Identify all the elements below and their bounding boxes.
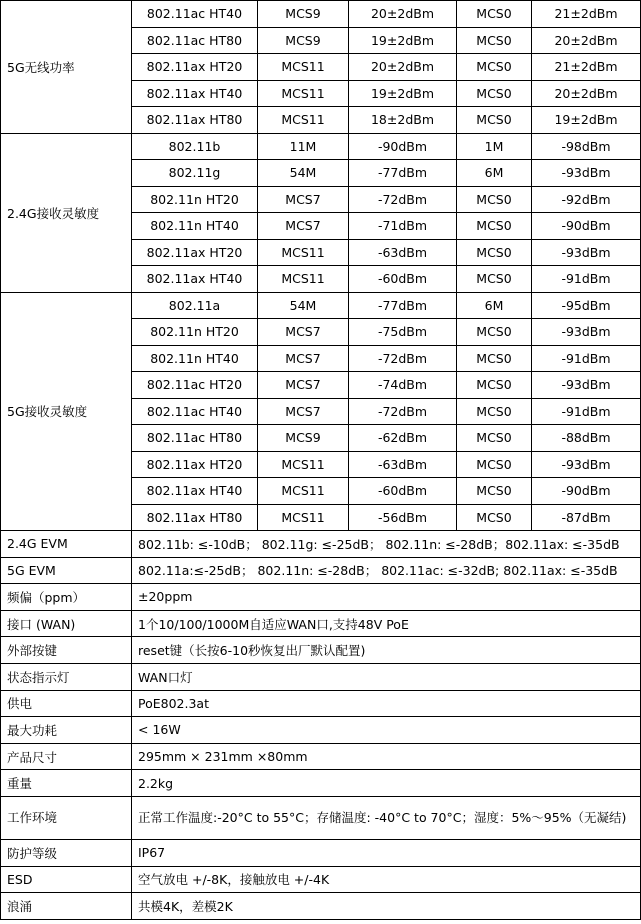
rate-cell: MCS0 xyxy=(457,372,532,399)
spec-row xyxy=(1,531,641,558)
table-row xyxy=(1,133,641,160)
spec-row xyxy=(1,557,641,584)
rate-cell: MCS11 xyxy=(258,451,349,478)
rate-cell: MCS11 xyxy=(258,54,349,81)
spec-row xyxy=(1,610,641,637)
rate-cell: MCS0 xyxy=(457,54,532,81)
spec-label: 2.4G EVM xyxy=(1,531,132,558)
spec-value: 802.11a:≤-25dB； 802.11n: ≤-28dB； 802.11ac: ≤-32dB; 802.11ax: ≤-35dB xyxy=(132,557,641,584)
spec-label: 产品尺寸 xyxy=(1,743,132,770)
rate-cell: MCS7 xyxy=(258,345,349,372)
rate-cell: MCS0 xyxy=(457,266,532,293)
value-cell: -71dBm xyxy=(349,213,457,240)
rate-cell: MCS0 xyxy=(457,398,532,425)
rate-cell: MCS0 xyxy=(457,186,532,213)
spec-label: 外部按键 xyxy=(1,637,132,664)
spec-label: 接口 (WAN) xyxy=(1,610,132,637)
mode-cell: 802.11ac HT40 xyxy=(132,1,258,28)
rate-cell: MCS11 xyxy=(258,107,349,134)
value-cell: -92dBm xyxy=(532,186,641,213)
spec-value: 2.2kg xyxy=(132,770,641,797)
spec-label: 工作环境 xyxy=(1,796,132,839)
value-cell: 21±2dBm xyxy=(532,54,641,81)
spec-row xyxy=(1,637,641,664)
value-cell: 20±2dBm xyxy=(349,1,457,28)
value-cell: -60dBm xyxy=(349,266,457,293)
rate-cell: 11M xyxy=(258,133,349,160)
mode-cell: 802.11ax HT20 xyxy=(132,54,258,81)
mode-cell: 802.11n HT20 xyxy=(132,319,258,346)
rate-cell: MCS0 xyxy=(457,504,532,531)
rate-cell: MCS11 xyxy=(258,266,349,293)
spec-row xyxy=(1,743,641,770)
mode-cell: 802.11ac HT40 xyxy=(132,398,258,425)
spec-value: 共模4K，差模2K xyxy=(132,893,641,920)
rate-cell: MCS11 xyxy=(258,504,349,531)
value-cell: 20±2dBm xyxy=(532,27,641,54)
rate-cell: MCS0 xyxy=(457,425,532,452)
rate-cell: 1M xyxy=(457,133,532,160)
value-cell: -93dBm xyxy=(532,319,641,346)
mode-cell: 802.11ax HT80 xyxy=(132,107,258,134)
value-cell: -88dBm xyxy=(532,425,641,452)
group-label: 5G接收灵敏度 xyxy=(1,292,132,531)
value-cell: -93dBm xyxy=(532,372,641,399)
spec-label: 防护等级 xyxy=(1,839,132,866)
rate-cell: MCS7 xyxy=(258,213,349,240)
rate-cell: MCS11 xyxy=(258,239,349,266)
mode-cell: 802.11a xyxy=(132,292,258,319)
value-cell: -72dBm xyxy=(349,186,457,213)
value-cell: 21±2dBm xyxy=(532,1,641,28)
table-row xyxy=(1,1,641,28)
spec-label: 重量 xyxy=(1,770,132,797)
mode-cell: 802.11n HT40 xyxy=(132,213,258,240)
value-cell: 19±2dBm xyxy=(349,27,457,54)
value-cell: -95dBm xyxy=(532,292,641,319)
value-cell: -75dBm xyxy=(349,319,457,346)
group-label: 2.4G接收灵敏度 xyxy=(1,133,132,292)
rate-cell: MCS0 xyxy=(457,107,532,134)
rate-cell: 54M xyxy=(258,160,349,187)
spec-row xyxy=(1,893,641,920)
mode-cell: 802.11ax HT40 xyxy=(132,80,258,107)
rate-cell: MCS0 xyxy=(457,27,532,54)
mode-cell: 802.11ax HT20 xyxy=(132,451,258,478)
spec-row xyxy=(1,584,641,611)
value-cell: -98dBm xyxy=(532,133,641,160)
value-cell: -77dBm xyxy=(349,292,457,319)
value-cell: -93dBm xyxy=(532,239,641,266)
spec-row xyxy=(1,690,641,717)
spec-row xyxy=(1,770,641,797)
rate-cell: MCS11 xyxy=(258,478,349,505)
value-cell: -62dBm xyxy=(349,425,457,452)
rate-cell: MCS0 xyxy=(457,345,532,372)
mode-cell: 802.11ac HT80 xyxy=(132,27,258,54)
value-cell: 18±2dBm xyxy=(349,107,457,134)
value-cell: -72dBm xyxy=(349,398,457,425)
value-cell: -90dBm xyxy=(349,133,457,160)
value-cell: 20±2dBm xyxy=(349,54,457,81)
rate-cell: MCS9 xyxy=(258,425,349,452)
rate-cell: MCS0 xyxy=(457,478,532,505)
mode-cell: 802.11n HT40 xyxy=(132,345,258,372)
spec-value: 802.11b: ≤-10dB； 802.11g: ≤-25dB； 802.11n: ≤-28dB；802.11ax: ≤-35dB xyxy=(132,531,641,558)
spec-value: 空气放电 +/-8K，接触放电 +/-4K xyxy=(132,866,641,893)
value-cell: -91dBm xyxy=(532,266,641,293)
mode-cell: 802.11ax HT40 xyxy=(132,478,258,505)
value-cell: -93dBm xyxy=(532,451,641,478)
mode-cell: 802.11ac HT80 xyxy=(132,425,258,452)
rate-cell: MCS9 xyxy=(258,1,349,28)
mode-cell: 802.11ax HT20 xyxy=(132,239,258,266)
value-cell: 20±2dBm xyxy=(532,80,641,107)
value-cell: -93dBm xyxy=(532,160,641,187)
spec-value: IP67 xyxy=(132,839,641,866)
spec-row xyxy=(1,866,641,893)
value-cell: -90dBm xyxy=(532,478,641,505)
spec-value: < 16W xyxy=(132,717,641,744)
rate-cell: MCS7 xyxy=(258,398,349,425)
rate-cell: MCS0 xyxy=(457,213,532,240)
spec-row xyxy=(1,796,641,839)
spec-label: 浪涌 xyxy=(1,893,132,920)
value-cell: -74dBm xyxy=(349,372,457,399)
rate-cell: 54M xyxy=(258,292,349,319)
rate-cell: MCS0 xyxy=(457,1,532,28)
rate-cell: MCS0 xyxy=(457,319,532,346)
mode-cell: 802.11ac HT20 xyxy=(132,372,258,399)
value-cell: -91dBm xyxy=(532,345,641,372)
spec-row xyxy=(1,839,641,866)
spec-label: 频偏（ppm） xyxy=(1,584,132,611)
rate-cell: MCS7 xyxy=(258,186,349,213)
spec-label: 状态指示灯 xyxy=(1,663,132,690)
spec-label: 最大功耗 xyxy=(1,717,132,744)
value-cell: -60dBm xyxy=(349,478,457,505)
spec-row xyxy=(1,717,641,744)
spec-row xyxy=(1,663,641,690)
spec-label: 供电 xyxy=(1,690,132,717)
spec-value: PoE802.3at xyxy=(132,690,641,717)
spec-value: 295mm × 231mm ×80mm xyxy=(132,743,641,770)
rate-cell: MCS0 xyxy=(457,80,532,107)
mode-cell: 802.11ax HT40 xyxy=(132,266,258,293)
group-label: 5G无线功率 xyxy=(1,1,132,134)
mode-cell: 802.11ax HT80 xyxy=(132,504,258,531)
spec-label: ESD xyxy=(1,866,132,893)
rate-cell: MCS0 xyxy=(457,451,532,478)
value-cell: -72dBm xyxy=(349,345,457,372)
value-cell: 19±2dBm xyxy=(349,80,457,107)
table-row xyxy=(1,292,641,319)
rate-cell: MCS9 xyxy=(258,27,349,54)
value-cell: -87dBm xyxy=(532,504,641,531)
rate-cell: 6M xyxy=(457,160,532,187)
mode-cell: 802.11b xyxy=(132,133,258,160)
value-cell: -91dBm xyxy=(532,398,641,425)
value-cell: -63dBm xyxy=(349,239,457,266)
spec-label: 5G EVM xyxy=(1,557,132,584)
value-cell: -56dBm xyxy=(349,504,457,531)
value-cell: 19±2dBm xyxy=(532,107,641,134)
rate-cell: MCS0 xyxy=(457,239,532,266)
spec-value: reset键（长按6-10秒恢复出厂默认配置) xyxy=(132,637,641,664)
rate-cell: MCS11 xyxy=(258,80,349,107)
value-cell: -77dBm xyxy=(349,160,457,187)
value-cell: -90dBm xyxy=(532,213,641,240)
spec-value: 1个10/100/1000M自适应WAN口,支持48V PoE xyxy=(132,610,641,637)
spec-value: WAN口灯 xyxy=(132,663,641,690)
spec-value: 正常工作温度:-20°C to 55°C；存储温度: -40°C to 70°C；湿度：5%～95%（无凝结) xyxy=(132,796,641,839)
rate-cell: 6M xyxy=(457,292,532,319)
spec-table-body xyxy=(1,1,641,920)
rate-cell: MCS7 xyxy=(258,319,349,346)
rate-cell: MCS7 xyxy=(258,372,349,399)
mode-cell: 802.11n HT20 xyxy=(132,186,258,213)
spec-value: ±20ppm xyxy=(132,584,641,611)
mode-cell: 802.11g xyxy=(132,160,258,187)
value-cell: -63dBm xyxy=(349,451,457,478)
